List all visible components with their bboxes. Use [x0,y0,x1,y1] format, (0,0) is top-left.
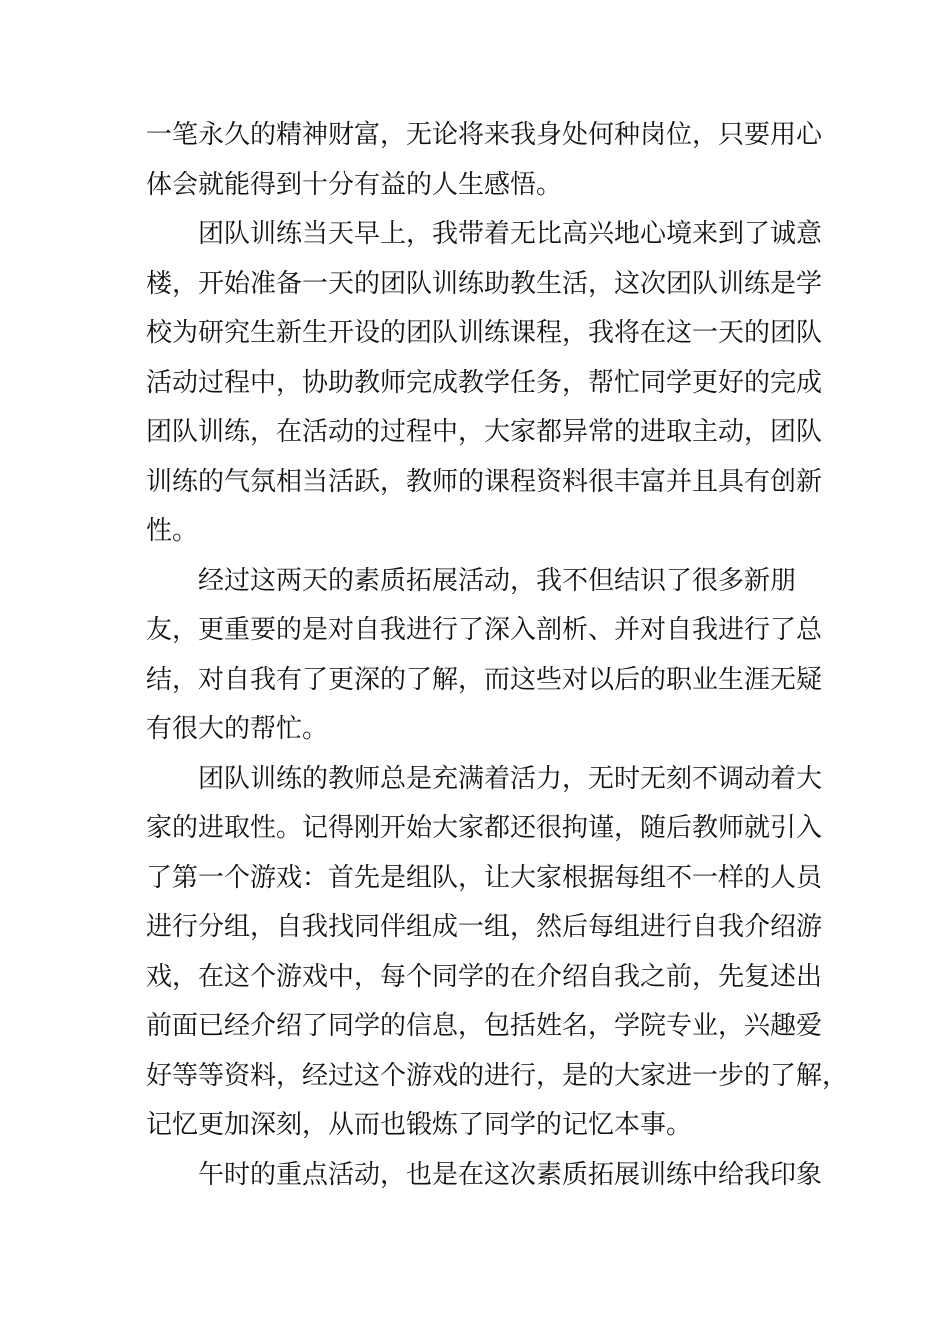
text-line: 有很大的帮忙。 [146,714,329,744]
text-line: 楼，开始准备一天的团队训练助教生活，这次团队训练是学 [146,268,823,299]
text-line: 进行分组，自我找同伴组成一组，然后每组进行自我介绍游 [146,912,823,942]
paragraph-first-line: 经过这两天的素质拓展活动，我不但结识了很多新朋 [198,565,797,596]
text-line: 结，对自我有了更深的了解，而这些对以后的职业生涯无疑 [146,664,823,695]
text-line: 性。 [146,516,199,546]
text-line: 活动过程中，协助教师完成教学任务，帮忙同学更好的完成 [146,367,823,398]
body-text [146,111,849,1200]
text-line: 校为研究生新生开设的团队训练课程，我将在这一天的团队 [146,318,823,348]
paragraph-first-line: 团队训练的教师总是充满着活力，无时无刻不调动着大 [198,763,823,794]
text-line: 体会就能得到十分有益的人生感悟。 [146,169,563,200]
text-line: 一笔永久的精神财富，无论将来我身处何种岗位，只要用心 [146,120,823,150]
paragraph-first-line: 午时的重点活动，也是在这次素质拓展训练中给我印象 [198,1159,823,1190]
text-line: 好等等资料，经过这个游戏的进行，是的大家进一步的了解， [146,1060,849,1091]
text-line: 友，更重要的是对自我进行了深入剖析、并对自我进行了总 [146,615,823,645]
paragraph-first-line: 团队训练当天早上，我带着无比高兴地心境来到了诚意 [198,219,823,249]
text-line: 前面已经介绍了同学的信息，包括姓名，学院专业，兴趣爱 [146,1011,823,1041]
text-line: 团队训练，在活动的过程中，大家都异常的进取主动，团队 [146,417,823,447]
text-line: 了第一个游戏：首先是组队，让大家根据每组不一样的人员 [146,862,823,893]
text-line: 训练的气氛相当活跃，教师的课程资料很丰富并且具有创新 [146,466,823,497]
text-line: 记忆更加深刻，从而也锻炼了同学的记忆本事。 [146,1110,693,1140]
text-line: 家的进取性。记得刚开始大家都还很拘谨，随后教师就引入 [146,813,823,843]
text-line: 戏，在这个游戏中，每个同学的在介绍自我之前，先复述出 [146,961,823,992]
